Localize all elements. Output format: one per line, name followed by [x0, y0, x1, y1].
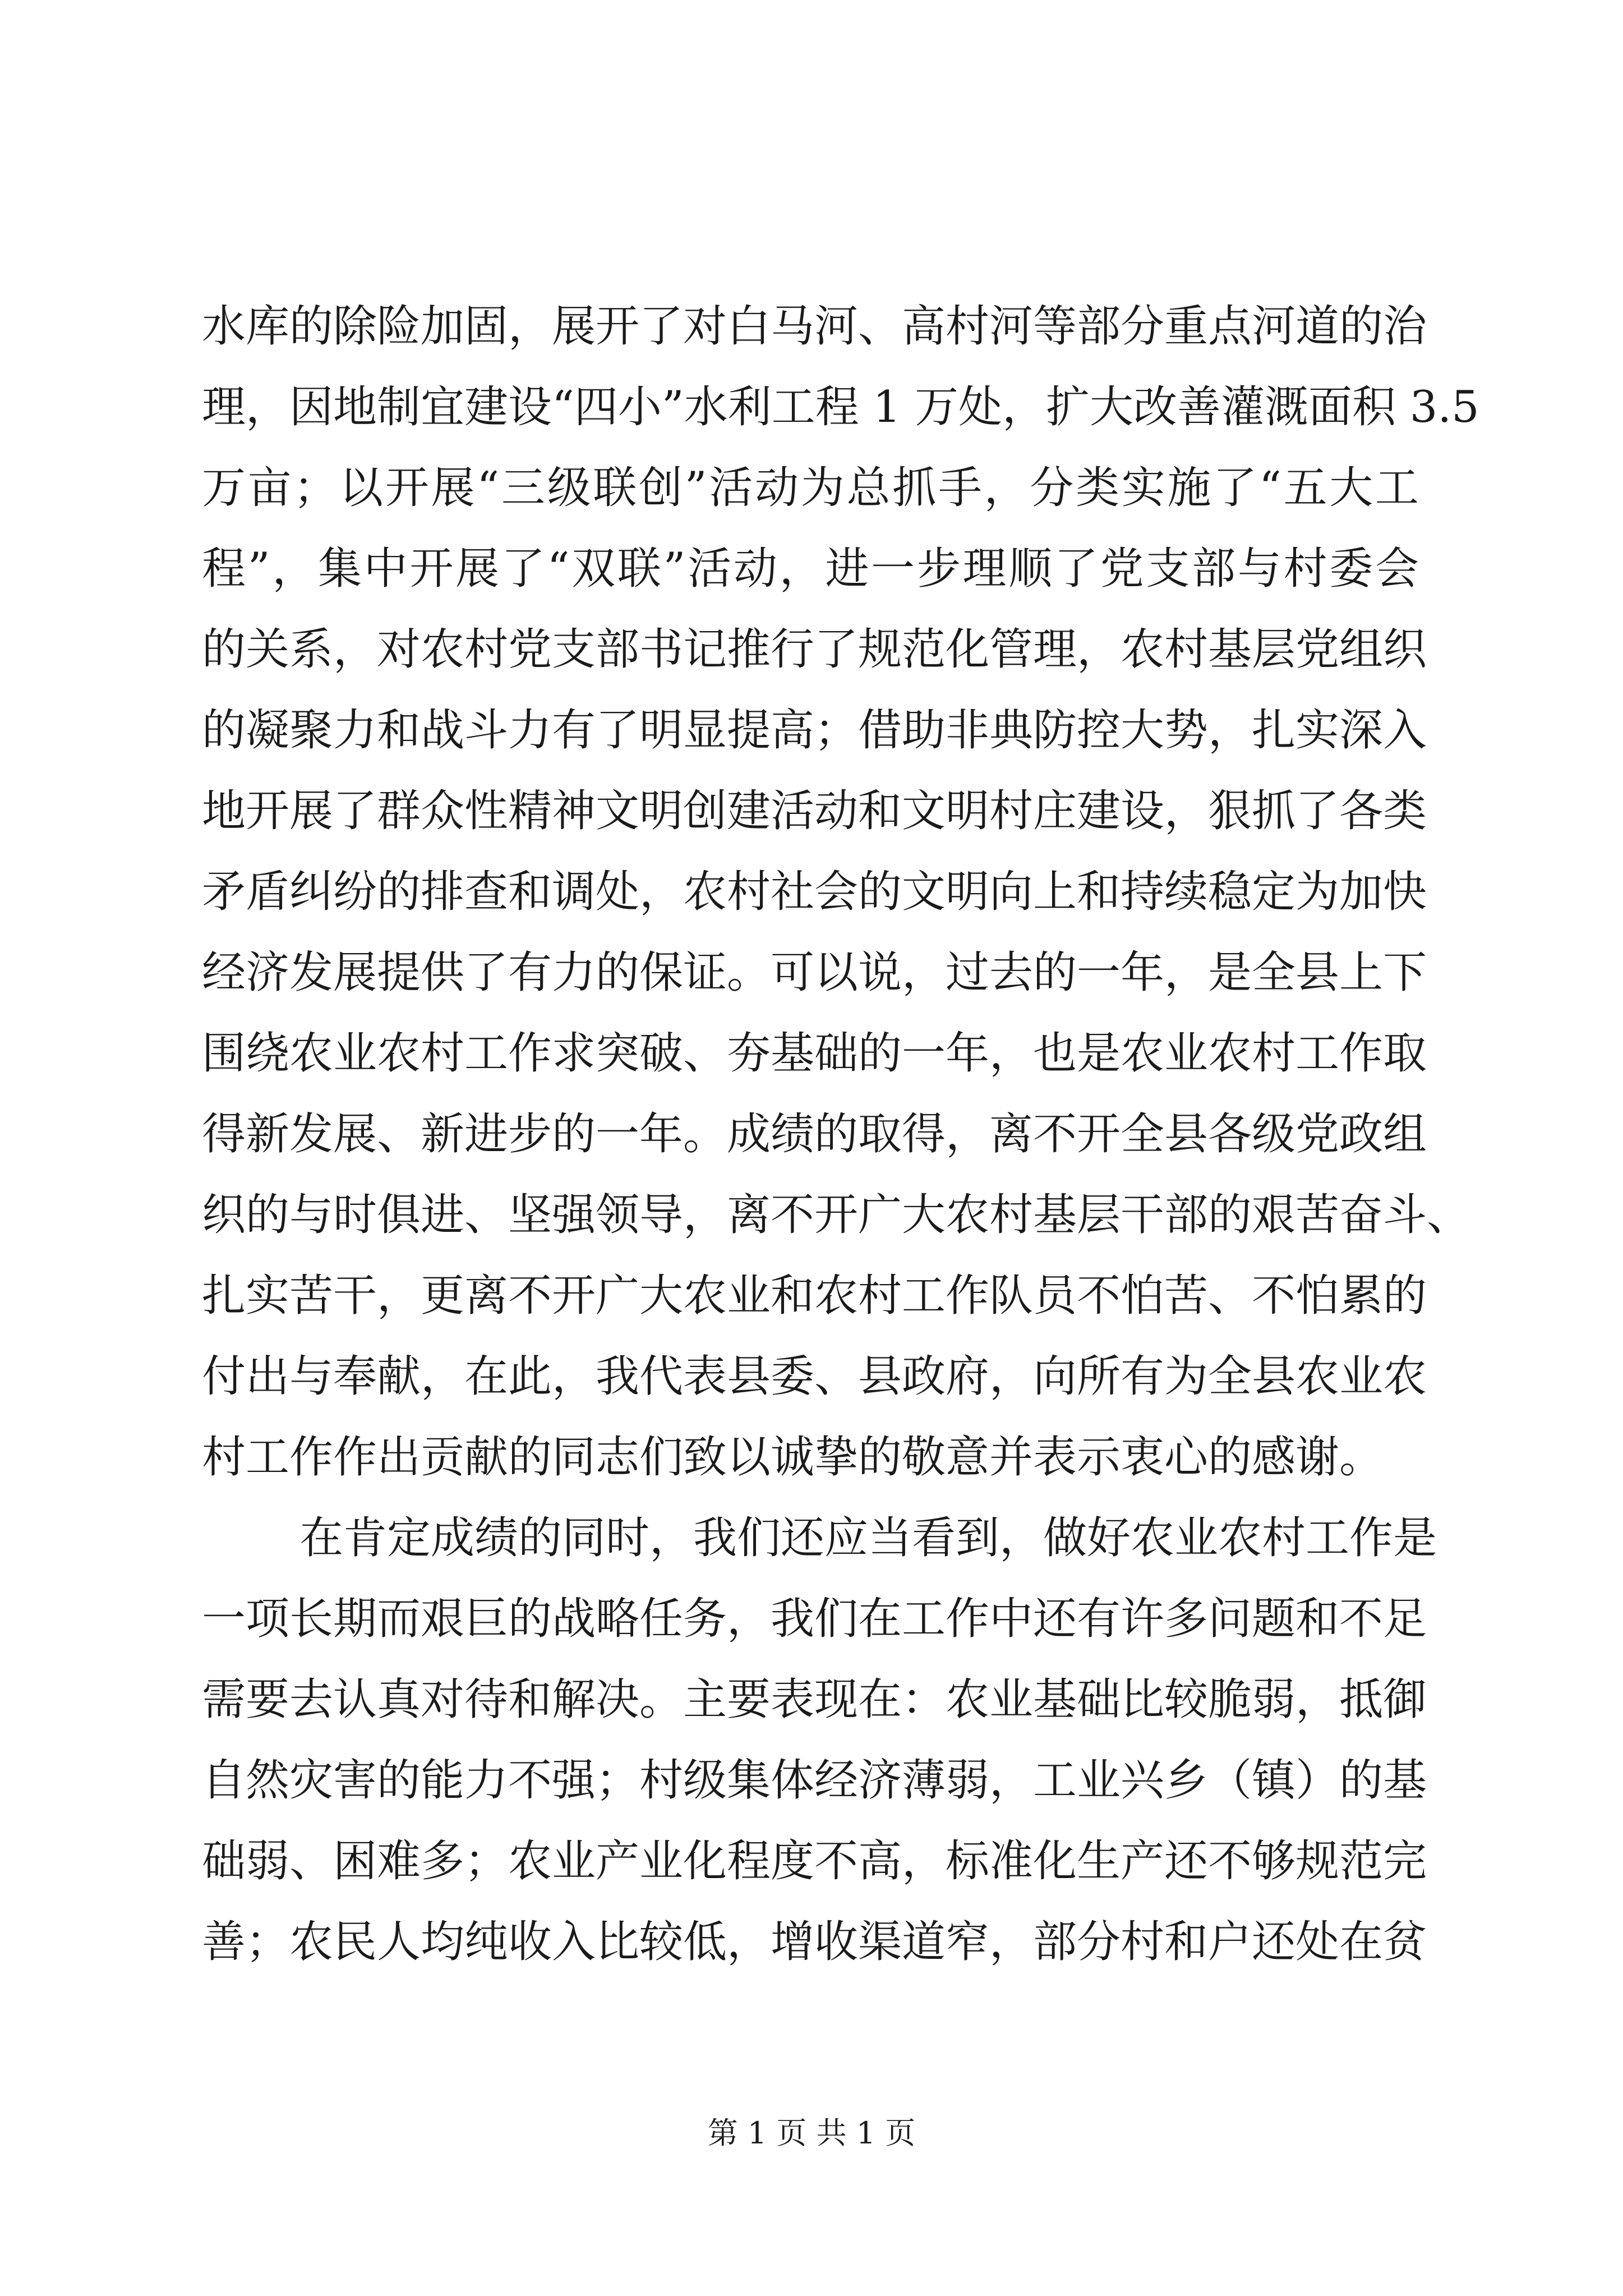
text-line: 万亩；以开展“三级联创”活动为总抓手，分类实施了“五大工: [202, 463, 1419, 513]
text-line: 一项长期而艰巨的战略任务，我们在工作中还有许多问题和不足: [202, 1594, 1427, 1644]
text-line: 础弱、困难多；农业产业化程度不高，标准化生产还不够规范完: [202, 1836, 1427, 1887]
text-line: 水库的除险加固，展开了对白马河、高村河等部分重点河道的治: [202, 301, 1427, 352]
text-line: 村工作作出贡献的同志们致以诚挚的敬意并表示衷心的感谢。: [202, 1432, 1384, 1483]
text-line: 需要去认真对待和解决。主要表现在：农业基础比较脆弱，抵御: [202, 1674, 1427, 1725]
text-line: 得新发展、新进步的一年。成绩的取得，离不开全县各级党政组: [202, 1109, 1427, 1159]
text-line: 程”，集中开展了“双联”活动，进一步理顺了党支部与村委会: [202, 544, 1419, 594]
text-line: 的凝聚力和战斗力有了明显提高；借助非典防控大势，扎实深入: [202, 705, 1427, 756]
document-body: [202, 286, 1479, 1982]
page-footer: 第 1 页 共 1 页: [707, 2115, 916, 2151]
text-line: 自然灾害的能力不强；村级集体经济薄弱，工业兴乡（镇）的基: [202, 1755, 1427, 1806]
text-line: 织的与时俱进、坚强领导，离不开广大农村基层干部的艰苦奋斗、: [202, 1190, 1471, 1240]
text-line: 地开展了群众性精神文明创建活动和文明村庄建设，狠抓了各类: [202, 786, 1427, 836]
text-line: 善；农民人均纯收入比较低，增收渠道窄，部分村和户还处在贫: [202, 1917, 1427, 1967]
text-line: 付出与奉献，在此，我代表县委、县政府，向所有为全县农业农: [202, 1351, 1427, 1402]
text-line: 矛盾纠纷的排查和调处，农村社会的文明向上和持续稳定为加快: [202, 867, 1427, 917]
text-line: 经济发展提供了有力的保证。可以说，过去的一年，是全县上下: [202, 947, 1427, 998]
text-line: 扎实苦干，更离不开广大农业和农村工作队员不怕苦、不怕累的: [202, 1271, 1427, 1321]
paragraph: [202, 286, 1479, 1498]
text-line: 理，因地制宜建设“四小”水利工程 1 万处，扩大改善灌溉面积 3.5: [202, 382, 1479, 432]
text-line: 在肯定成绩的同时，我们还应当看到，做好农业农村工作是: [299, 1513, 1437, 1563]
paragraph: [202, 1498, 1437, 1982]
text-line: 的关系，对农村党支部书记推行了规范化管理，农村基层党组织: [202, 624, 1427, 675]
text-line: 围绕农业农村工作求突破、夯基础的一年，也是农业农村工作取: [202, 1028, 1427, 1079]
